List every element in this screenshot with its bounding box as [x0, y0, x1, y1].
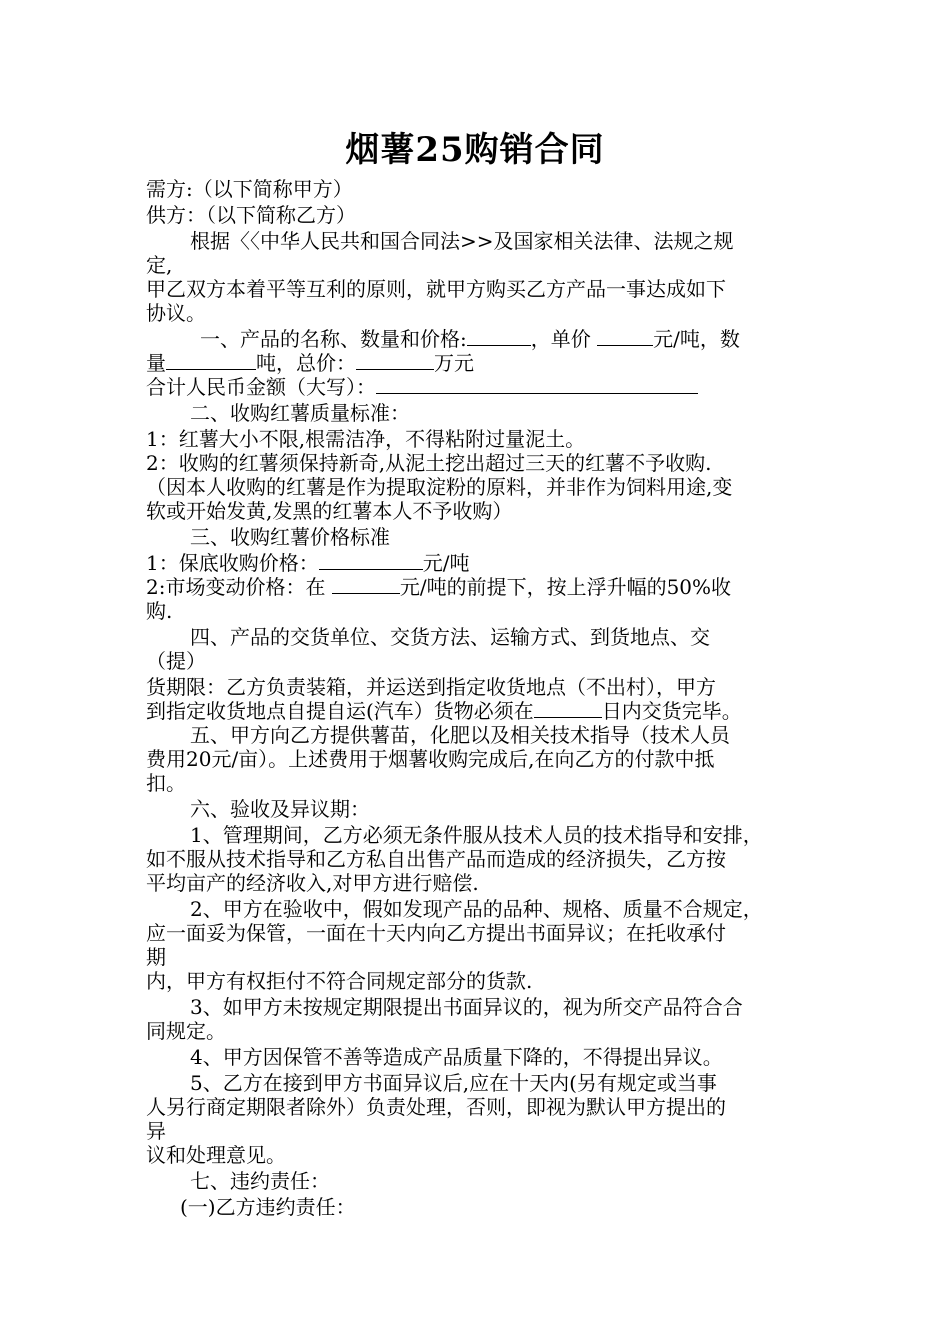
quantity-line: [146, 350, 474, 376]
text-line: 异: [146, 1119, 166, 1143]
text-line: 费用20元/亩）。上述费用于烟薯收购完成后,在向乙方的付款中抵: [146, 747, 715, 771]
clause-1-line: [200, 326, 740, 352]
section-heading: 二、收购红薯质量标准：: [190, 401, 410, 425]
text-line: 2：收购的红薯须保持新奇,从泥土挖出超过三天的红薯不予收购.: [146, 451, 712, 475]
text-line: 扣。: [146, 771, 186, 795]
fill-blank: [467, 327, 531, 346]
text-segment: 到指定收货地点自提自运(汽车）货物必须在: [146, 699, 534, 723]
fill-blank: [356, 351, 434, 370]
fill-blank: [332, 575, 400, 594]
text-segment: 一、产品的名称、数量和价格:: [200, 327, 467, 351]
text-line: 1：红薯大小不限,根需洁净，不得粘附过量泥土。: [146, 427, 586, 451]
text-line: 3、如甲方未按规定期限提出书面异议的，视为所交产品符合合: [190, 995, 743, 1019]
text-line: 货期限：乙方负责装箱，并运送到指定收货地点（不出村），甲方: [146, 675, 716, 699]
fill-blank: [376, 375, 698, 394]
market-price-line: [146, 574, 731, 600]
text-segment: 吨，总价：: [256, 351, 356, 375]
text-line: 供方：（以下简称乙方）: [146, 203, 356, 227]
text-line: （提）: [146, 649, 206, 673]
section-heading: 六、验收及异议期：: [190, 797, 370, 821]
fill-blank: [534, 699, 602, 718]
section-heading: 七、违约责任：: [190, 1169, 330, 1193]
text-line: 根据〈〈中华人民共和国合同法>>及国家相关法律、法规之规: [190, 229, 734, 253]
text-line: 协议。: [146, 301, 206, 325]
text-line: 2、甲方在验收中，假如发现产品的品种、规格、质量不合规定，: [190, 897, 763, 921]
text-line: （因本人收购的红薯是作为提取淀粉的原料，并非作为饲料用途,变: [146, 475, 733, 499]
text-line: 软或开始发黄,发黑的红薯本人不予收购）: [146, 499, 513, 523]
fill-blank: [319, 551, 423, 570]
text-line: 需方:（以下简称甲方）: [146, 177, 353, 201]
section-heading: 四、产品的交货单位、交货方法、运输方式、到货地点、交: [190, 625, 710, 649]
floor-price-line: [146, 550, 469, 576]
text-line: 如不服从技术指导和乙方私自出售产品而造成的经济损失，乙方按: [146, 847, 726, 871]
fill-blank: [166, 351, 256, 370]
text-line: 1、管理期间，乙方必须无条件服从技术人员的技术指导和安排，: [190, 823, 763, 847]
text-line: 应一面妥为保管，一面在十天内向乙方提出书面异议；在托收承付: [146, 921, 726, 945]
text-segment: 2:市场变动价格：在: [146, 575, 332, 599]
text-line: (一)乙方违约责任：: [180, 1195, 356, 1219]
amount-line: [146, 374, 698, 400]
text-segment: 元/吨的前提下，按上浮升幅的50%收: [399, 575, 732, 599]
text-line: 内，甲方有权拒付不符合同规定部分的货款.: [146, 969, 533, 993]
document-title: 烟薯25购销合同: [345, 130, 605, 170]
delivery-line: [146, 698, 742, 724]
text-segment: 万元: [434, 351, 474, 375]
section-heading: 三、收购红薯价格标准: [190, 525, 390, 549]
text-segment: 1：保底收购价格：: [146, 551, 319, 575]
fill-blank: [597, 327, 653, 346]
text-line: 人另行商定期限者除外）负责处理，否则，即视为默认甲方提出的: [146, 1095, 726, 1119]
text-segment: 元/吨，数: [653, 327, 740, 351]
text-segment: 日内交货完毕。: [601, 699, 742, 723]
text-line: 平均亩产的经济收入,对甲方进行赔偿.: [146, 871, 479, 895]
section-heading: 五、甲方向乙方提供薯苗，化肥以及相关技术指导（技术人员: [190, 723, 730, 747]
text-line: 议和处理意见。: [146, 1143, 286, 1167]
text-line: 4、甲方因保管不善等造成产品质量下降的，不得提出异议。: [190, 1045, 723, 1069]
text-segment: ，单价: [530, 327, 598, 351]
text-line: 购.: [146, 599, 173, 623]
text-segment: 元/吨: [422, 551, 470, 575]
text-segment: 量: [146, 351, 166, 375]
text-line: 同规定。: [146, 1019, 226, 1043]
text-line: 甲乙双方本着平等互利的原则，就甲方购买乙方产品一事达成如下: [146, 277, 726, 301]
text-line: 期: [146, 945, 166, 969]
text-segment: 合计人民币金额（大写）：: [146, 375, 376, 399]
text-line: 5、乙方在接到甲方书面异议后,应在十天内(另有规定或当事: [190, 1071, 717, 1095]
text-line: 定,: [146, 253, 173, 277]
